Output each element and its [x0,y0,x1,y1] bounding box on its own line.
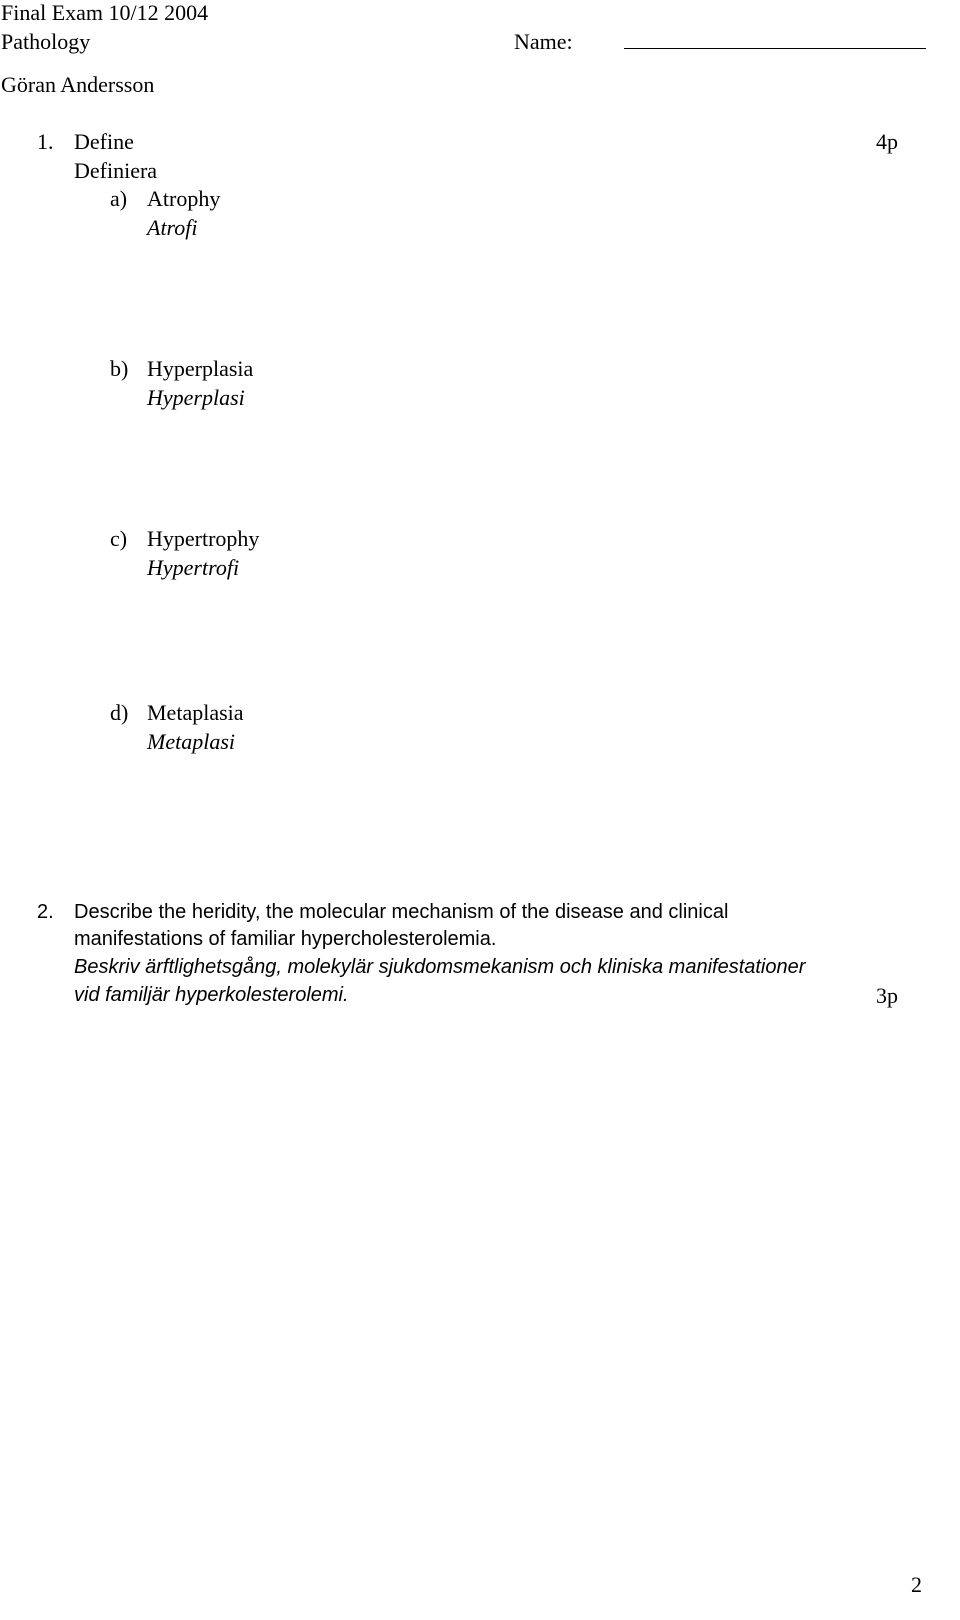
name-answer-line [624,48,926,49]
item-letter: b) [110,356,129,381]
question-2-text-sv-line-1: Beskriv ärftlighetsgång, molekylär sjukdomsmekanism och kliniska manifestationer [74,956,806,978]
question-1-points: 4p [876,129,898,154]
item-letter: a) [110,186,128,211]
author-name: Göran Andersson [1,72,155,97]
question-2-number: 2. [37,901,54,923]
question-1-title-en: Define [74,129,134,154]
question-2-text-sv-line-2: vid familjär hyperkolesterolemi. [74,984,349,1006]
course-name: Pathology [1,29,91,54]
question-1-title-sv: Definiera [74,158,158,183]
item-term-en: Metaplasia [147,700,244,725]
question-2-points: 3p [876,983,898,1008]
question-1-number: 1. [37,129,54,154]
item-term-en: Atrophy [147,186,221,211]
name-label: Name: [514,29,573,54]
item-term-en: Hypertrophy [147,526,260,551]
item-letter: c) [110,526,128,551]
exam-title: Final Exam 10/12 2004 [1,0,209,25]
item-term-en: Hyperplasia [147,356,254,381]
question-2-text-en-line-1: Describe the heridity, the molecular mechanism of the disease and clinical [74,901,729,923]
item-term-sv: Hyperplasi [147,385,245,410]
item-term-sv: Metaplasi [147,729,235,754]
question-2-text-en-line-2: manifestations of familiar hypercholesterolemia. [74,928,497,950]
page-number: 2 [911,1572,922,1597]
item-term-sv: Atrofi [147,215,198,240]
item-term-sv: Hypertrofi [147,555,240,580]
item-letter: d) [110,700,129,725]
